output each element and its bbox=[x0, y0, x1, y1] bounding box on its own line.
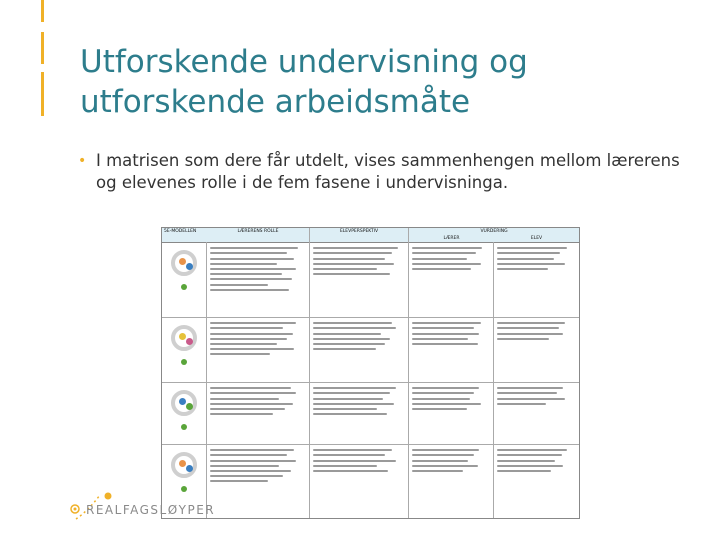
header-assess-teacher-label: LÆRER bbox=[443, 236, 460, 241]
student-cell bbox=[310, 242, 409, 317]
status-dot-icon bbox=[181, 284, 187, 290]
assess-teacher-cell bbox=[409, 444, 494, 518]
accent-bar-mid bbox=[41, 32, 44, 64]
header-assess-student bbox=[494, 235, 579, 242]
header-model bbox=[162, 228, 209, 243]
header-student-label: ELEVPERSPEKTIV bbox=[339, 229, 379, 234]
slide-title bbox=[80, 42, 680, 122]
title-line-1: Utforskende undervisning og bbox=[80, 44, 528, 80]
teacher-cell bbox=[207, 317, 310, 382]
bullet-item bbox=[78, 150, 688, 194]
assess-teacher-cell bbox=[409, 242, 494, 317]
cycle-icon bbox=[171, 250, 197, 276]
cycle-icon bbox=[171, 390, 197, 416]
header-assessment-label: VURDERING bbox=[480, 229, 508, 234]
status-dot-icon bbox=[181, 424, 187, 430]
assess-student-cell bbox=[494, 242, 579, 317]
teacher-cell bbox=[207, 242, 310, 317]
model-cell bbox=[162, 317, 207, 382]
header-model-label: 5E-MODELLEN bbox=[164, 229, 197, 234]
assess-teacher-cell bbox=[409, 382, 494, 444]
header-teacher bbox=[207, 228, 310, 243]
accent-bar-top bbox=[41, 0, 44, 22]
assess-student-cell bbox=[494, 317, 579, 382]
header-assess-student-label: ELEV bbox=[530, 236, 543, 241]
teacher-cell bbox=[207, 382, 310, 444]
matrix-row bbox=[162, 444, 579, 518]
matrix-row bbox=[162, 382, 579, 445]
cycle-icon bbox=[171, 452, 197, 478]
assess-teacher-cell bbox=[409, 317, 494, 382]
matrix-row bbox=[162, 317, 579, 383]
bullet-text: I matrisen som dere får utdelt, vises sammenhengen mellom lærerens og elevenes rolle i de fem fasene i undervisninga. bbox=[96, 151, 680, 192]
header-student bbox=[310, 228, 409, 243]
matrix-image bbox=[161, 227, 580, 519]
cycle-icon bbox=[171, 325, 197, 351]
status-dot-icon bbox=[181, 359, 187, 365]
model-cell bbox=[162, 242, 207, 317]
matrix-row bbox=[162, 242, 579, 318]
student-cell bbox=[310, 444, 409, 518]
assess-student-cell bbox=[494, 382, 579, 444]
student-cell bbox=[310, 382, 409, 444]
header-teacher-label: LÆRERENS ROLLE bbox=[237, 229, 279, 234]
header-assess-teacher bbox=[409, 235, 494, 242]
accent-bar-bottom bbox=[41, 72, 44, 116]
logo-text: REALFAGSLØYPER bbox=[86, 503, 216, 517]
model-cell bbox=[162, 382, 207, 444]
assess-student-cell bbox=[494, 444, 579, 518]
bullet-icon: • bbox=[78, 153, 87, 169]
title-line-2: utforskende arbeidsmåte bbox=[80, 84, 471, 120]
student-cell bbox=[310, 317, 409, 382]
teacher-cell bbox=[207, 444, 310, 518]
